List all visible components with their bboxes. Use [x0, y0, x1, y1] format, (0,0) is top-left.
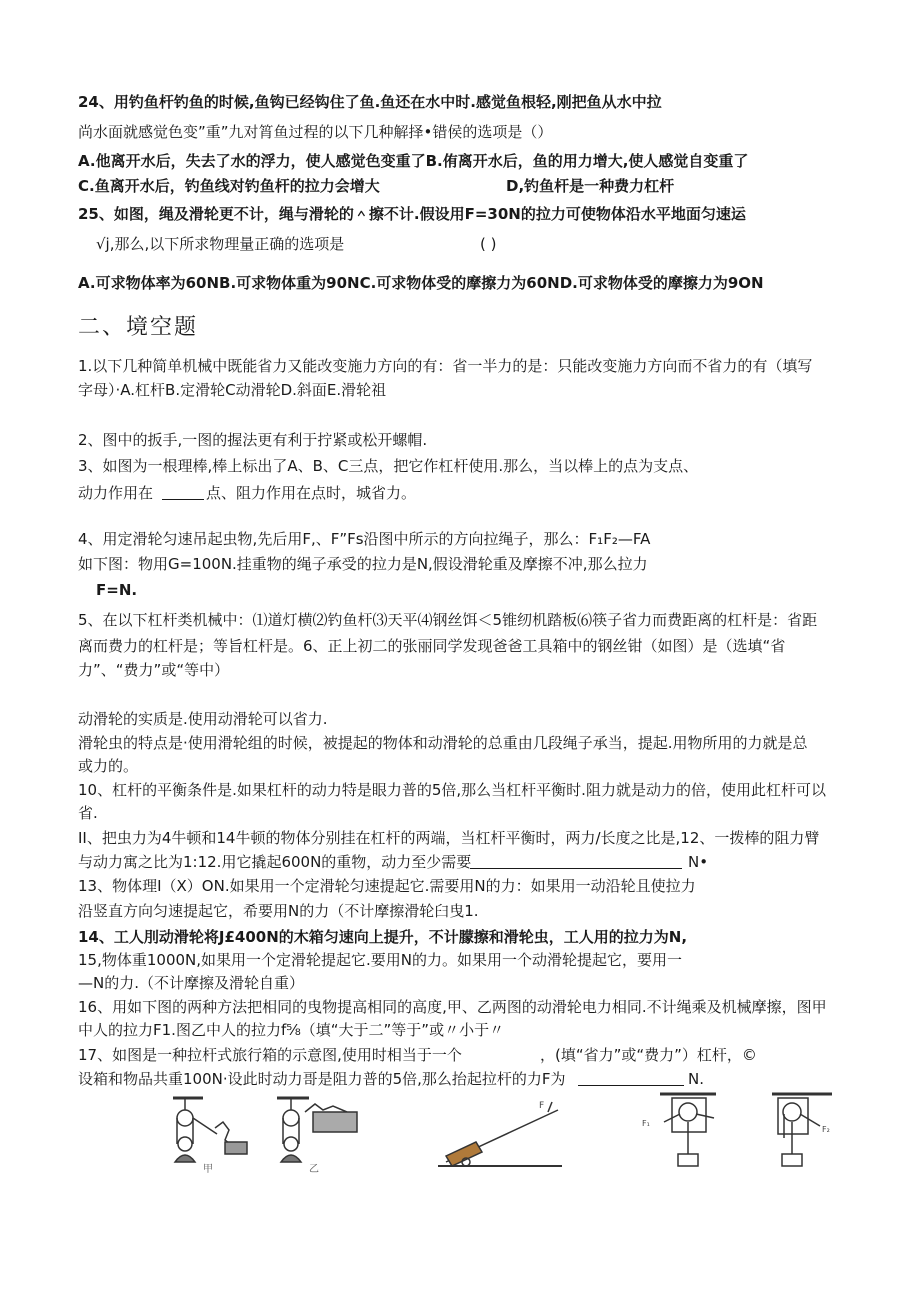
f3-blank [162, 485, 204, 500]
f7-line: 动滑轮的实质是.使用动滑轮可以省力. [78, 710, 328, 728]
f13-line-1: 13、物体理I（X）ON.如果用一个定滑轮匀速提起它.需要用N的力：如果用一动沿轮且使拉力 [78, 877, 696, 895]
f16-line-2: 中人的拉力F1.图乙中人的拉力f⅝（填“大于二”等于”或〃小于〃 [78, 1021, 505, 1039]
f14-line-3: —N的力.（不计摩擦及滑轮自重） [78, 974, 304, 992]
label-jia: 甲 [203, 1164, 213, 1175]
f11-line-1: II、把虫力为4牛顿和14牛顿的物体分别挂在杠杆的两端，当杠杆平衡时，两力/长度之比是,12、一拨棒的阻力臂 [78, 829, 820, 847]
f4-line-1: 4、用定滑轮匀速吊起虫物,先后用F,、F”Fs沿图中所示的方向拉绳子，那么：F₁F₂—FA [78, 530, 651, 548]
label-f2-b: F₂ [822, 1125, 830, 1134]
f4-line-3: F=N. [96, 581, 138, 599]
fixed-pulley-figure-b [762, 1088, 858, 1176]
f1-line-1: 1.以下几种简单机械中既能省力又能改变施力方向的有：省一半力的是：只能改变施力方向而不省力的有（填写 [78, 357, 813, 375]
f3-line-2-start: 动力作用在 [78, 484, 154, 502]
f17-blank [578, 1071, 684, 1086]
f5-line-1: 5、在以下杠杆类机械中：⑴道灯横⑵钓鱼杆⑶天平⑷钢丝饵＜5锥纫机踏板⑹筷子省力而费距离的杠杆是：省距 [78, 611, 818, 629]
f8-line-2: 或力的。 [78, 757, 139, 775]
q25-line-1: 25、如图，绳及滑轮更不计，绳与滑轮的＾擦不计.假设用F=30N的拉力可使物体沿水平地面匀速运 [78, 205, 746, 223]
f2-line: 2、图中的扳手,一图的握法更有利于拧紧或松开螺帽. [78, 431, 428, 449]
f17-line-1-end: ，(填“省力”或“费力”）杠杆，© [540, 1046, 757, 1064]
f8-line-1: 滑轮虫的特点是·使用滑轮组的时候，被提起的物体和动滑轮的总重由几段绳子承当，提起.用物所用的力就是总 [78, 734, 808, 752]
label-yi: 乙 [309, 1164, 319, 1175]
f17-line-2-start: 设箱和物品共重100N·设此时动力哥是阻力普的5倍,那么抬起拉杆的力F为 [78, 1070, 566, 1088]
f5-line-3: 力”、“费力”或“等中） [78, 661, 230, 679]
q25-answer-paren: ( ) [480, 235, 497, 253]
q24-option-c: C.鱼离开水后，钓鱼线对钓鱼杆的拉力会增大 [78, 177, 380, 195]
q25-options: A.可求物体率为60NB.可求物体重为90NC.可求物体受的摩擦力为60ND.可求物体受的摩擦力为9ON [78, 274, 764, 292]
q24-line-1: 24、用钓鱼杆钓鱼的时候,鱼钩已经钩住了鱼.鱼还在水中时.感觉鱼根轻,刚把鱼从水中拉 [78, 93, 662, 111]
f17-line-2-end: N. [688, 1070, 704, 1088]
f14-line-1: 14、工人刖动滑轮将J£400N的木箱匀速向上提升，不计朦擦和滑轮虫，工人用的拉力为N, [78, 928, 688, 946]
section-title: 二、境空题 [78, 315, 199, 340]
f11-blank [470, 854, 682, 869]
f3-line-1: 3、如图为一根理棒,棒上标出了A、B、C三点，把它作杠杆使用.那么，当以棒上的点为支点、 [78, 457, 699, 475]
q24-option-d: D,钓鱼杆是一种费力杠杆 [506, 177, 675, 195]
fixed-pulley-figure-a [640, 1088, 736, 1176]
f1-line-2: 字母）·A.杠杆B.定滑轮C动滑轮D.斜面E.滑轮祖 [78, 381, 387, 399]
label-force-f: F [539, 1101, 545, 1111]
pulley-figure-jia-yi [163, 1092, 361, 1178]
f13-line-2: 沿竖直方向匀速提起它，希要用N的力（不计摩擦滑轮臼曳1. [78, 902, 479, 920]
f3-line-2-end: 点、阻力作用在点时，城省力。 [206, 484, 417, 502]
q25-line-2: √j,那么,以下所求物理量正确的选项是 [96, 235, 345, 253]
lever-incline-figure [436, 1094, 566, 1174]
f11-line-2-end: N• [688, 853, 709, 871]
f5-line-2: 离而费力的杠杆是；等旨杠杆是。6、正上初二的张丽同学发现爸爸工具箱中的钢丝钳（如图）是（选填“省 [78, 637, 786, 655]
f10-line-2: 省. [78, 804, 98, 822]
f10-line-1: 10、杠杆的平衡条件是.如果杠杆的动力特是眼力普的5倍,那么当杠杆平衡时.阻力就是动力的倍，使用此杠杆可以 [78, 781, 826, 799]
f17-line-1-start: 17、如图是一种拉杆式旅行箱的示意图,使用时相当于一个 [78, 1046, 462, 1064]
f16-line-1: 16、用如下图的两种方法把相同的曳物提高相同的高度,甲、乙两图的动滑轮电力相同.不计绳乘及机械摩擦，图甲 [78, 998, 827, 1016]
q24-line-2: 尚水面就感觉色变”重”九对筲鱼过程的以下几种解择•错侯的选项是（） [78, 123, 553, 141]
f14-line-2: 15,物体重1000N,如果用一个定滑轮提起它.要用N的力。如果用一个动滑轮提起它，要用一 [78, 951, 683, 969]
f11-line-2-start: 与动力寓之比为1:12.用它撬起600N的重物，动力至少需要 [78, 853, 472, 871]
label-f1-a: F₁ [642, 1119, 650, 1128]
f4-line-2: 如下图：物用G=100N.挂重物的绳子承受的拉力是N,假设滑轮重及摩擦不冲,那么拉力 [78, 555, 648, 573]
q24-option-line-1: A.他离开水后，失去了水的浮力，使人感觉色变重了B.侑离开水后，鱼的用力增大,使人感觉自变重了 [78, 152, 749, 170]
